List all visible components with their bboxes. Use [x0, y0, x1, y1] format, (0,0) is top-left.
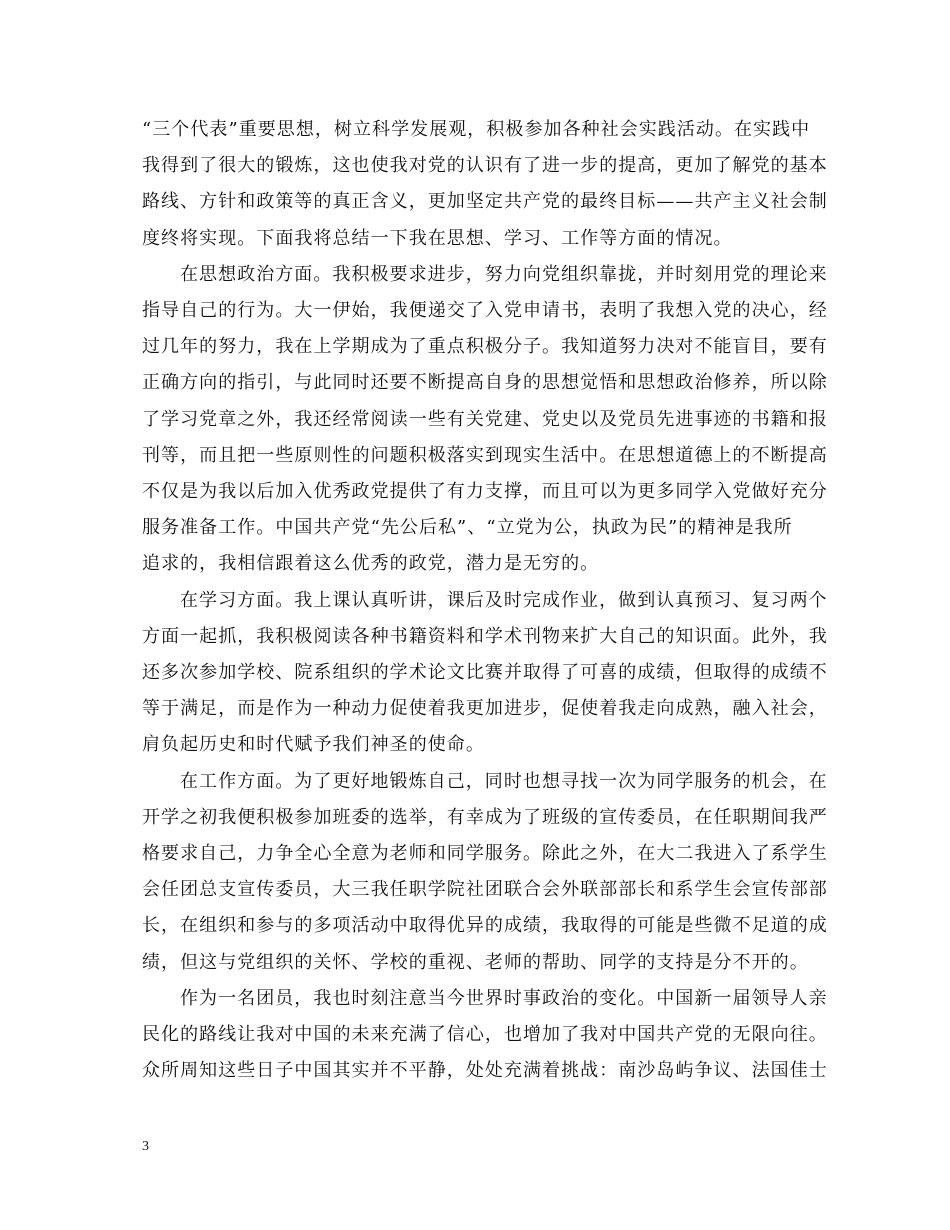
- page-number: 3: [142, 1139, 149, 1154]
- text-line: 肩负起历史和时代赋予我们神圣的使命。: [142, 734, 485, 756]
- text-line: 在学习方面。我上课认真听讲，课后及时完成作业，做到认真预习、复习两个: [180, 589, 828, 611]
- text-line: 服务准备工作。中国共产党“先公后私”、“立党为公，执政为民”的精神是我所: [142, 517, 793, 539]
- text-line: 众所周知这些日子中国其实并不平静，处处充满着挑战：南沙岛屿争议、法国佳士: [142, 1060, 828, 1082]
- text-line: 等于满足，而是作为一种动力促使着我更加进步，促使着我走向成熟，融入社会，: [142, 698, 828, 720]
- text-line: 我得到了很大的锻炼，这也使我对党的认识有了进一步的提高，更加了解党的基本: [142, 155, 828, 177]
- text-line: 路线、方针和政策等的真正含义，更加坚定共产党的最终目标——共产主义社会制: [142, 191, 828, 213]
- text-line: 绩，但这与党组织的关怀、学校的重视、老师的帮助、同学的支持是分不开的。: [142, 951, 809, 973]
- text-line: “三个代表”重要思想，树立科学发展观，积极参加各种社会实践活动。在实践中: [142, 119, 811, 140]
- text-line: 长，在组织和参与的多项活动中取得优异的成绩，我取得的可能是些微不足道的成: [142, 915, 828, 937]
- text-line: 度终将实现。下面我将总结一下我在思想、学习、工作等方面的情况。: [142, 227, 733, 249]
- text-line: 民化的路线让我对中国的未来充满了信心，也增加了我对中国共产党的无限向往。: [142, 1024, 828, 1046]
- text-line: 格要求自己，力争全心全意为老师和同学服务。除此之外，在大二我进入了系学生: [142, 843, 828, 865]
- text-line: 开学之初我便积极参加班委的选举，有幸成为了班级的宣传委员，在任职期间我严: [142, 806, 828, 828]
- paragraph-political-thought: [142, 257, 828, 583]
- text-line: 在思想政治方面。我积极要求进步，努力向党组织靠拢，并时刻用党的理论来: [180, 263, 828, 285]
- paragraph-intro-continuation: [142, 112, 828, 257]
- text-line: 方面一起抓，我积极阅读各种书籍资料和学术刊物来扩大自己的知识面。此外，我: [142, 625, 828, 647]
- text-line: 在工作方面。为了更好地锻炼自己，同时也想寻找一次为同学服务的机会，在: [180, 770, 828, 792]
- text-line: 还多次参加学校、院系组织的学术论文比赛并取得了可喜的成绩，但取得的成绩不: [142, 662, 828, 684]
- text-line: 追求的，我相信跟着这么优秀的政党，潜力是无穷的。: [142, 553, 600, 575]
- paragraph-study: [142, 583, 828, 764]
- paragraph-work: [142, 764, 828, 981]
- paragraph-current-affairs: [142, 981, 828, 1090]
- document-body: [142, 112, 828, 1089]
- text-line: 了学习党章之外，我还经常阅读一些有关党建、党史以及党员先进事迹的书籍和报: [142, 408, 828, 430]
- text-line: 不仅是为我以后加入优秀政党提供了有力支撑，而且可以为更多同学入党做好充分: [142, 481, 828, 503]
- text-line: 正确方向的指引，与此同时还要不断提高自身的思想觉悟和思想政治修养，所以除: [142, 372, 828, 394]
- text-line: 指导自己的行为。大一伊始，我便递交了入党申请书，表明了我想入党的决心，经: [142, 300, 828, 322]
- text-line: 会任团总支宣传委员，大三我任职学院社团联合会外联部部长和系学生会宣传部部: [142, 879, 828, 901]
- text-line: 过几年的努力，我在上学期成为了重点积极分子。我知道努力决对不能盲目，要有: [142, 336, 828, 358]
- text-line: 刊等，而且把一些原则性的问题积极落实到现实生活中。在思想道德上的不断提高: [142, 444, 828, 466]
- text-line: 作为一名团员，我也时刻注意当今世界时事政治的变化。中国新一届领导人亲: [180, 987, 828, 1009]
